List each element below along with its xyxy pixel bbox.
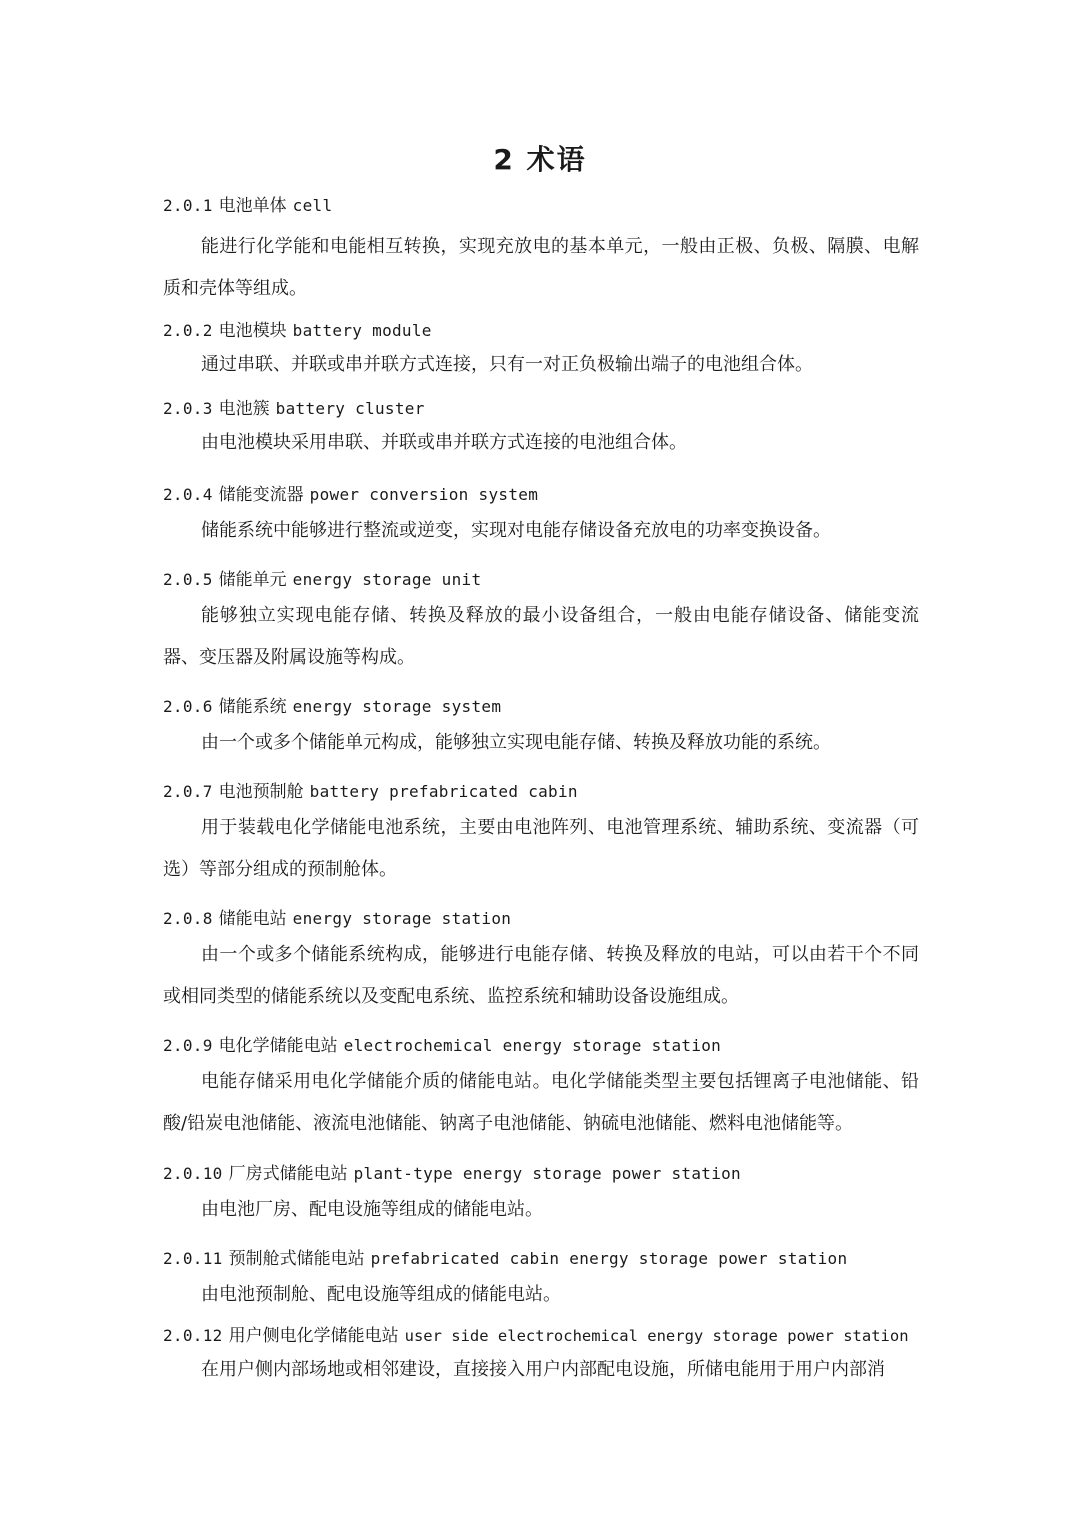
term-number: 2.0.7 [163, 782, 213, 801]
term-number: 2.0.12 [163, 1326, 223, 1345]
term-number: 2.0.4 [163, 485, 213, 504]
term-chinese: 储能系统 [218, 697, 287, 717]
term-heading [163, 692, 501, 717]
term-chinese: 电池簇 [218, 399, 270, 419]
term-chinese: 储能电站 [218, 909, 287, 929]
term-chinese: 储能变流器 [218, 485, 304, 505]
term-definition: 能进行化学能和电能相互转换，实现充放电的基本单元，一般由正极、负极、隔膜、电解质和壳体等组成。 [163, 236, 919, 299]
term-heading [163, 394, 425, 419]
term-definition: 由一个或多个储能单元构成，能够独立实现电能存储、转换及释放功能的系统。 [201, 732, 831, 753]
term-english: battery cluster [275, 399, 425, 418]
term-heading [163, 1031, 721, 1056]
term-number: 2.0.8 [163, 909, 213, 928]
term-definition: 由电池厂房、配电设施等组成的储能电站。 [201, 1199, 543, 1220]
term-chinese: 电池模块 [218, 321, 287, 341]
term-chinese: 储能单元 [218, 570, 287, 590]
term-english: battery module [292, 321, 432, 340]
term-english: plant-type energy storage power station [353, 1164, 741, 1183]
term-definition: 由一个或多个储能系统构成，能够进行电能存储、转换及释放的电站，可以由若干个不同或相同类型的储能系统以及变配电系统、监控系统和辅助设备设施组成。 [163, 944, 919, 1007]
term-heading [163, 1321, 909, 1346]
term-english: user side electrochemical energy storage power station [404, 1327, 909, 1345]
term-english: energy storage system [292, 697, 502, 716]
term-definition: 通过串联、并联或串并联方式连接，只有一对正负极输出端子的电池组合体。 [201, 354, 813, 375]
term-chinese: 用户侧电化学储能电站 [228, 1326, 399, 1346]
term-english: cell [292, 196, 333, 215]
term-heading [163, 1159, 741, 1184]
term-english: power conversion system [309, 485, 539, 504]
term-number: 2.0.1 [163, 196, 213, 215]
term-english: battery prefabricated cabin [309, 782, 578, 801]
term-definition: 由电池模块采用串联、并联或串并联方式连接的电池组合体。 [201, 432, 687, 453]
page-title: 2 术语 [493, 143, 587, 176]
term-number: 2.0.11 [163, 1249, 223, 1268]
term-heading [163, 316, 432, 341]
term-heading [163, 191, 332, 216]
term-heading [163, 904, 511, 929]
term-definition: 储能系统中能够进行整流或逆变，实现对电能存储设备充放电的功率变换设备。 [201, 520, 831, 541]
term-english: energy storage station [292, 909, 512, 928]
term-chinese: 电池单体 [218, 196, 287, 216]
term-chinese: 电池预制舱 [218, 782, 304, 802]
term-definition: 由电池预制舱、配电设施等组成的储能电站。 [201, 1284, 561, 1305]
term-chinese: 预制舱式储能电站 [228, 1249, 365, 1269]
term-definition: 在用户侧内部场地或相邻建设，直接接入用户内部配电设施，所储电能用于用户内部消 [201, 1359, 885, 1380]
term-number: 2.0.6 [163, 697, 213, 716]
term-number: 2.0.10 [163, 1164, 223, 1183]
term-number: 2.0.9 [163, 1036, 213, 1055]
term-english: energy storage unit [292, 570, 482, 589]
term-english: electrochemical energy storage station [343, 1036, 722, 1055]
term-number: 2.0.2 [163, 321, 213, 340]
term-heading [163, 777, 578, 802]
term-english: prefabricated cabin energy storage power station [370, 1249, 848, 1268]
term-definition: 电能存储采用电化学储能介质的储能电站。电化学储能类型主要包括锂离子电池储能、铅酸/铅炭电池储能、液流电池储能、钠离子电池储能、钠硫电池储能、燃料电池储能等。 [163, 1071, 919, 1134]
term-definition: 能够独立实现电能存储、转换及释放的最小设备组合，一般由电能存储设备、储能变流器、变压器及附属设施等构成。 [163, 605, 919, 668]
term-heading [163, 565, 481, 590]
term-number: 2.0.3 [163, 399, 213, 418]
term-definition: 用于装载电化学储能电池系统，主要由电池阵列、电池管理系统、辅助系统、变流器（可选）等部分组成的预制舱体。 [163, 817, 919, 880]
term-heading [163, 480, 538, 505]
term-chinese: 厂房式储能电站 [228, 1164, 348, 1184]
term-heading [163, 1244, 847, 1269]
term-number: 2.0.5 [163, 570, 213, 589]
term-chinese: 电化学储能电站 [218, 1036, 338, 1056]
